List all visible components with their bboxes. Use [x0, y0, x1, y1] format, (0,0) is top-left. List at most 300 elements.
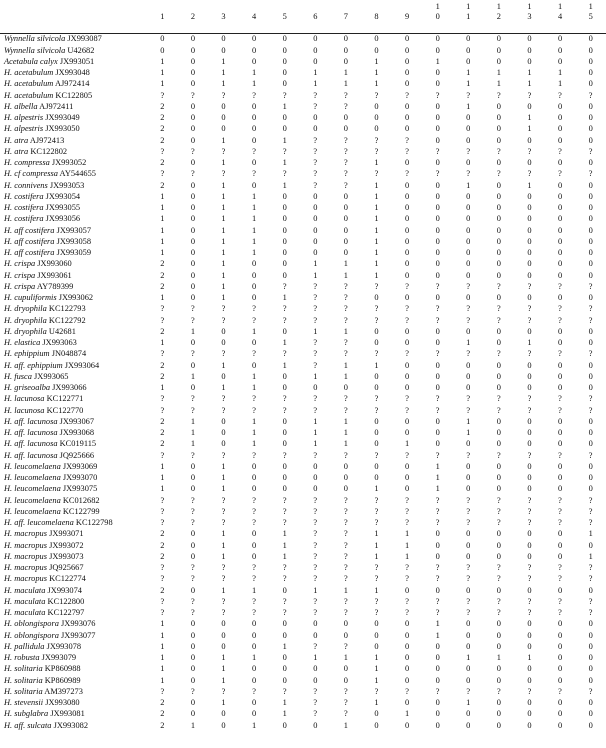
character-state-cell: 0: [557, 664, 563, 674]
character-state-cell: 1: [252, 214, 257, 224]
taxon-row: [0, 248, 606, 259]
character-state-cell: 0: [496, 113, 501, 123]
character-state-cell: 0: [496, 180, 501, 190]
character-state-cell: 0: [404, 664, 410, 674]
character-state-cell: ?: [405, 495, 409, 505]
character-state-cell: 0: [252, 270, 257, 280]
character-state-cell: 1: [588, 551, 593, 561]
taxon-name-cell: [0, 214, 147, 225]
character-state-cell: 0: [557, 383, 563, 393]
character-state-cell: 1: [374, 79, 379, 89]
accession-number: JX993061: [37, 270, 72, 280]
species-name: aff. lacunosa: [14, 450, 58, 460]
character-state-cell: 0: [466, 641, 471, 651]
character-state-cell: ?: [496, 405, 501, 415]
character-state-cell: 1: [313, 428, 318, 438]
accession-number: JX993074: [47, 585, 82, 595]
species-name: macropus: [14, 563, 47, 573]
taxon-row: [0, 293, 606, 304]
character-state-cell: ?: [374, 518, 379, 528]
character-state-cell: 0: [527, 473, 532, 483]
character-state-cell: 1: [221, 180, 226, 190]
character-state-cell: 1: [282, 101, 287, 111]
species-name: acetabulum: [14, 68, 54, 78]
accession-number: JX993078: [46, 641, 82, 651]
taxon-name-cell: [0, 79, 147, 90]
character-state-cell: 2: [160, 416, 165, 426]
character-state-cell: 0: [466, 203, 471, 213]
taxon-row: [0, 473, 606, 484]
character-state-cell: 0: [404, 585, 410, 595]
taxon-name-cell: [0, 45, 147, 56]
character-state-cell: 0: [557, 698, 563, 708]
character-state-cell: 1: [221, 248, 226, 258]
character-state-cell: 0: [466, 214, 471, 224]
character-state-cell: 0: [313, 664, 318, 674]
taxon-header-cell: [0, 0, 147, 34]
character-state-cell: 0: [190, 664, 195, 674]
character-state-cell: 0: [496, 158, 501, 168]
character-state-cell: 0: [435, 101, 440, 111]
character-state-cell: 0: [252, 180, 257, 190]
accession-number: JX993066: [52, 383, 87, 393]
character-state-cell: ?: [344, 608, 348, 618]
character-state-cell: ?: [313, 529, 318, 539]
character-state-cell: ?: [160, 394, 165, 404]
character-state-cell: ?: [496, 563, 501, 573]
character-state-cell: 0: [190, 68, 195, 78]
character-state-cell: ?: [313, 158, 318, 168]
character-state-cell: ?: [435, 304, 440, 314]
taxon-row: [0, 282, 606, 293]
character-state-cell: 1: [282, 529, 287, 539]
character-state-cell: 0: [435, 371, 440, 381]
character-state-cell: 0: [527, 135, 532, 145]
character-state-cell: 0: [190, 225, 195, 235]
accession-number: JX993058: [56, 236, 92, 246]
character-state-cell: 0: [588, 664, 593, 674]
character-state-cell: 0: [496, 34, 501, 44]
character-state-cell: 0: [527, 34, 532, 44]
character-state-cell: 0: [496, 709, 501, 719]
accession-number: JX993075: [62, 484, 98, 494]
taxon-row: [0, 315, 606, 326]
character-state-cell: 0: [282, 326, 287, 336]
character-state-cell: 0: [496, 698, 501, 708]
character-state-cell: 1: [343, 259, 348, 269]
taxon-row: [0, 214, 606, 225]
character-state-cell: 0: [404, 293, 410, 303]
character-state-cell: 1: [374, 214, 379, 224]
character-state-cell: 0: [557, 338, 563, 348]
character-state-cell: ?: [496, 304, 501, 314]
accession-number: U42681: [48, 326, 76, 336]
character-state-cell: 0: [557, 371, 563, 381]
genus-abbrev: H.: [4, 686, 13, 696]
character-state-cell: 1: [252, 191, 257, 201]
character-state-cell: ?: [344, 405, 348, 415]
species-name: alpestris: [14, 113, 44, 123]
character-state-cell: 0: [404, 225, 410, 235]
character-state-cell: 0: [557, 540, 563, 550]
character-state-cell: 1: [160, 79, 165, 89]
character-state-cell: ?: [344, 698, 348, 708]
character-state-cell: 0: [527, 56, 532, 66]
character-state-cell: 0: [466, 529, 471, 539]
taxon-row: [0, 90, 606, 101]
taxon-name-cell: [0, 619, 147, 630]
character-state-cell: 0: [404, 326, 410, 336]
character-state-cell: 1: [527, 653, 532, 663]
character-state-cell: 1: [252, 203, 257, 213]
character-state-cell: ?: [160, 146, 165, 156]
accession-number: JQ925666: [59, 450, 95, 460]
genus-abbrev: H.: [4, 720, 13, 730]
species-name: connivens: [14, 180, 48, 190]
character-state-cell: 2: [160, 585, 165, 595]
character-state-cell: ?: [313, 596, 318, 606]
character-state-cell: ?: [405, 405, 409, 415]
taxon-name-cell: [0, 248, 147, 259]
character-state-cell: 0: [466, 619, 471, 629]
character-state-cell: 1: [404, 439, 410, 449]
taxon-row: [0, 720, 606, 731]
character-state-cell: ?: [588, 349, 593, 359]
character-state-cell: 1: [466, 428, 471, 438]
character-number-digit-top: [147, 2, 178, 12]
character-state-cell: 0: [282, 428, 287, 438]
character-state-cell: 0: [252, 56, 257, 66]
character-state-cell: 1: [343, 326, 348, 336]
character-state-cell: ?: [527, 574, 532, 584]
character-state-cell: ?: [405, 518, 409, 528]
genus-abbrev: H.: [4, 473, 13, 483]
character-state-cell: 1: [282, 158, 287, 168]
character-state-cell: 0: [252, 675, 257, 685]
genus-abbrev: H.: [4, 416, 13, 426]
character-state-cell: ?: [558, 394, 562, 404]
character-state-cell: ?: [191, 90, 195, 100]
character-state-cell: ?: [558, 349, 562, 359]
taxon-name-cell: [0, 585, 147, 596]
character-state-cell: ?: [344, 338, 348, 348]
species-name: alpestris: [14, 124, 44, 134]
accession-number: U42682: [67, 45, 95, 55]
character-state-cell: 0: [282, 473, 287, 483]
character-state-cell: ?: [588, 506, 593, 516]
character-state-cell: 0: [557, 158, 563, 168]
character-state-cell: 0: [160, 34, 165, 44]
accession-number: AY544655: [59, 169, 96, 179]
character-state-cell: 0: [374, 461, 379, 471]
character-state-cell: 1: [190, 428, 195, 438]
character-state-cell: 0: [588, 461, 593, 471]
taxon-row: [0, 259, 606, 270]
character-state-cell: 0: [404, 338, 410, 348]
character-state-cell: ?: [282, 608, 287, 618]
species-name: crispa: [14, 270, 36, 280]
character-state-cell: 1: [160, 236, 165, 246]
taxon-name-cell: [0, 225, 147, 236]
character-state-cell: 2: [160, 113, 165, 123]
character-state-cell: 1: [527, 180, 532, 190]
character-state-cell: ?: [344, 506, 348, 516]
character-state-cell: ?: [191, 450, 195, 460]
character-state-cell: 1: [466, 338, 471, 348]
character-state-cell: ?: [588, 608, 593, 618]
character-state-cell: 0: [190, 259, 195, 269]
character-state-cell: 0: [190, 236, 195, 246]
character-state-cell: ?: [558, 574, 562, 584]
character-state-cell: 1: [435, 56, 440, 66]
character-state-cell: 0: [221, 326, 226, 336]
taxon-name-cell: [0, 664, 147, 675]
accession-number: JX993053: [49, 180, 85, 190]
character-state-cell: 1: [466, 698, 471, 708]
character-number-digit-bottom: 3: [527, 12, 532, 21]
character-state-cell: 0: [282, 248, 287, 258]
character-state-cell: ?: [435, 349, 440, 359]
species-name: crispa: [14, 281, 36, 291]
character-state-cell: ?: [374, 169, 379, 179]
character-state-cell: 0: [588, 293, 593, 303]
character-state-cell: ?: [527, 506, 532, 516]
character-state-cell: 0: [496, 326, 501, 336]
taxon-row: [0, 225, 606, 236]
taxon-name-cell: [0, 630, 147, 641]
taxon-name-cell: [0, 102, 147, 113]
character-state-cell: 0: [588, 326, 593, 336]
character-number-digit-bottom: 1: [160, 12, 165, 21]
character-state-cell: 1: [221, 484, 226, 494]
character-state-cell: 0: [435, 551, 440, 561]
character-state-cell: 2: [160, 270, 165, 280]
character-state-cell: 0: [588, 270, 593, 280]
species-name: albella: [14, 101, 38, 111]
taxon-name-cell: [0, 405, 147, 416]
character-state-cell: ?: [527, 563, 532, 573]
character-state-cell: 0: [496, 585, 501, 595]
character-state-cell: 0: [588, 124, 593, 134]
character-state-cell: 0: [496, 371, 501, 381]
character-state-cell: 1: [160, 214, 165, 224]
character-state-cell: ?: [466, 518, 471, 528]
taxon-row: [0, 462, 606, 473]
taxon-name-cell: [0, 462, 147, 473]
character-state-cell: 0: [557, 360, 563, 370]
taxon-row: [0, 417, 606, 428]
character-state-cell: 0: [466, 225, 471, 235]
character-state-cell: ?: [344, 169, 348, 179]
character-state-cell: 0: [496, 675, 501, 685]
character-state-cell: 0: [404, 383, 410, 393]
character-state-cell: ?: [374, 563, 379, 573]
character-state-cell: ?: [191, 349, 195, 359]
character-state-cell: 0: [374, 383, 379, 393]
accession-number: JX993079: [41, 653, 77, 663]
character-state-cell: 0: [221, 338, 226, 348]
taxon-name-cell: [0, 563, 147, 574]
character-state-cell: 1: [496, 653, 501, 663]
header-row: [0, 0, 606, 34]
character-state-cell: ?: [344, 315, 348, 325]
character-state-cell: 0: [527, 191, 532, 201]
character-state-cell: 0: [435, 45, 440, 55]
character-state-cell: ?: [313, 135, 318, 145]
character-state-cell: 0: [374, 428, 379, 438]
character-state-cell: 0: [190, 484, 195, 494]
character-state-cell: ?: [527, 349, 532, 359]
character-state-cell: ?: [496, 146, 501, 156]
character-state-cell: 0: [588, 338, 593, 348]
character-state-cell: 0: [527, 585, 532, 595]
character-state-cell: ?: [374, 90, 379, 100]
character-state-cell: ?: [252, 169, 256, 179]
character-state-cell: ?: [344, 394, 348, 404]
character-state-cell: 1: [160, 641, 165, 651]
character-state-cell: ?: [344, 529, 348, 539]
character-state-cell: 0: [435, 709, 440, 719]
accession-number: JX993062: [58, 293, 94, 303]
character-state-cell: 0: [496, 551, 501, 561]
character-state-cell: 1: [496, 68, 501, 78]
species-name: solitaria: [14, 686, 43, 696]
character-state-cell: 0: [527, 641, 532, 651]
genus-abbrev: H.: [4, 484, 13, 494]
accession-number: AY789399: [36, 281, 74, 291]
character-state-cell: ?: [405, 450, 409, 460]
character-state-cell: 0: [404, 248, 410, 258]
character-state-cell: 1: [160, 56, 165, 66]
character-state-cell: 1: [221, 461, 226, 471]
character-state-cell: 0: [404, 428, 410, 438]
character-state-cell: 1: [221, 68, 226, 78]
accession-number: JX993051: [59, 56, 95, 66]
taxon-name-cell: [0, 428, 147, 439]
genus-abbrev: H.: [4, 281, 13, 291]
character-state-cell: 0: [466, 56, 471, 66]
character-state-cell: ?: [160, 304, 165, 314]
character-number-digit-bottom: 1: [466, 12, 471, 21]
accession-number: KC122800: [47, 596, 85, 606]
character-state-cell: ?: [221, 563, 226, 573]
character-state-cell: 0: [190, 158, 195, 168]
character-state-cell: ?: [252, 574, 256, 584]
accession-number: JX993056: [45, 214, 81, 224]
character-state-cell: ?: [282, 686, 287, 696]
character-state-cell: ?: [221, 315, 226, 325]
genus-abbrev: H.: [4, 304, 13, 314]
taxon-row: [0, 450, 606, 461]
character-state-cell: ?: [466, 450, 471, 460]
character-state-cell: ?: [160, 563, 165, 573]
character-state-cell: 0: [190, 698, 195, 708]
character-state-cell: 0: [282, 45, 287, 55]
character-state-cell: 0: [313, 236, 318, 246]
character-state-cell: 1: [435, 461, 440, 471]
character-state-cell: ?: [252, 405, 256, 415]
character-state-cell: ?: [405, 608, 409, 618]
character-state-cell: 0: [343, 383, 348, 393]
character-number-header: [392, 0, 423, 34]
character-state-cell: 0: [466, 191, 471, 201]
character-state-cell: 0: [313, 461, 318, 471]
species-name: crispa: [14, 259, 36, 269]
character-state-cell: 1: [374, 698, 379, 708]
accession-number: JX993087: [67, 34, 102, 44]
genus-abbrev: H.: [4, 158, 13, 168]
character-state-cell: 0: [466, 709, 471, 719]
character-state-cell: ?: [252, 608, 256, 618]
character-state-cell: 0: [404, 259, 410, 269]
character-state-cell: ?: [344, 135, 348, 145]
taxon-name-cell: [0, 540, 147, 551]
character-state-cell: 0: [588, 214, 593, 224]
character-state-cell: 0: [313, 191, 318, 201]
character-state-cell: ?: [527, 608, 532, 618]
taxon-row: [0, 327, 606, 338]
character-state-cell: 1: [374, 225, 379, 235]
character-state-cell: 1: [160, 675, 165, 685]
character-number-header: [178, 0, 209, 34]
taxon-row: [0, 57, 606, 68]
character-state-cell: ?: [191, 574, 195, 584]
character-state-cell: 0: [527, 45, 532, 55]
character-state-cell: 0: [588, 653, 593, 663]
character-state-cell: 0: [374, 416, 379, 426]
character-state-cell: 1: [190, 371, 195, 381]
character-state-cell: 2: [160, 371, 165, 381]
character-state-cell: 1: [160, 619, 165, 629]
character-state-cell: 2: [160, 158, 165, 168]
character-state-cell: 0: [466, 34, 471, 44]
character-state-cell: 0: [435, 383, 440, 393]
accession-number: JX993050: [45, 124, 80, 134]
taxon-row: [0, 394, 606, 405]
character-number-digit-top: 1: [588, 2, 593, 11]
character-state-cell: 0: [527, 225, 532, 235]
genus-abbrev: H.: [4, 506, 13, 516]
character-state-cell: 1: [404, 709, 410, 719]
character-state-cell: ?: [344, 686, 348, 696]
character-state-cell: 0: [527, 236, 532, 246]
character-state-cell: 0: [343, 113, 348, 123]
character-state-cell: 0: [527, 360, 532, 370]
character-state-cell: 0: [588, 720, 593, 730]
character-number-digit-bottom: 2: [190, 12, 195, 21]
character-state-cell: 0: [435, 68, 440, 78]
character-state-cell: 0: [496, 461, 501, 471]
character-state-cell: ?: [160, 495, 165, 505]
taxon-row: [0, 180, 606, 191]
character-state-cell: 1: [313, 653, 318, 663]
character-state-cell: 0: [466, 630, 471, 640]
character-state-cell: ?: [496, 90, 501, 100]
character-state-cell: 0: [496, 664, 501, 674]
character-state-cell: 0: [252, 124, 257, 134]
species-name: aff. ephippium: [14, 360, 63, 370]
character-state-cell: 0: [343, 56, 348, 66]
character-state-cell: 0: [282, 383, 287, 393]
taxon-name-cell: [0, 675, 147, 686]
taxon-row: [0, 237, 606, 248]
character-state-cell: 0: [313, 630, 318, 640]
character-state-cell: 0: [588, 641, 593, 651]
species-name: costifera: [14, 191, 44, 201]
accession-number: KC019115: [59, 439, 97, 449]
character-state-cell: ?: [344, 641, 348, 651]
character-state-cell: ?: [282, 349, 287, 359]
